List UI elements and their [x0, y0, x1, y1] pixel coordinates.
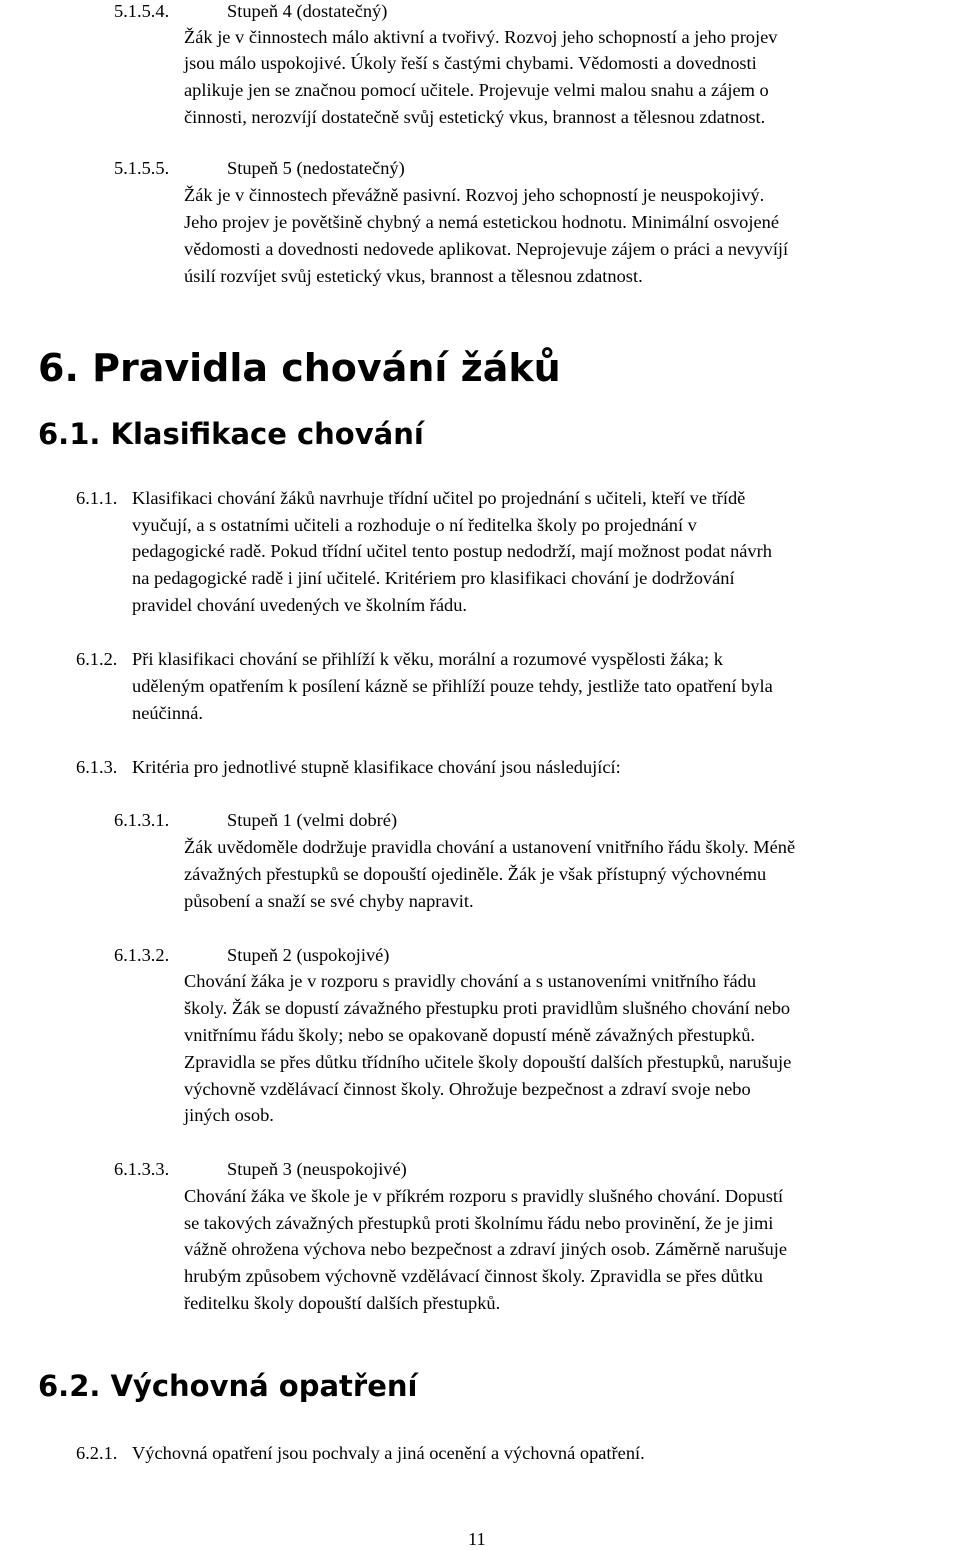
paragraph-line: výchovně vzdělávací činnost školy. Ohrožuje bezpečnost a zdraví svoje nebo [184, 1079, 751, 1099]
section-title: Stupeň 5 (nedostatečný) [227, 158, 405, 178]
paragraph-line: působení a snaží se své chyby napravit. [184, 891, 474, 911]
paragraph-line: jsou málo uspokojivé. Úkoly řeší s častými chybami. Vědomosti a dovednosti [184, 53, 757, 73]
paragraph-line: Jeho projev je povětšině chybný a nemá estetickou hodnotu. Minimální osvojené [184, 212, 780, 232]
section-number: 5.1.5.4. [114, 1, 170, 21]
section-number: 6.1.3.1. [114, 810, 170, 830]
paragraph-line: vážně ohrožena výchova nebo bezpečnost a zdraví jiných osob. Záměrně narušuje [184, 1239, 788, 1259]
paragraph-line: Při klasifikaci chování se přihlíží k věku, morální a rozumové vyspělosti žáka; k [132, 649, 723, 669]
section-number: 6.1.3.3. [114, 1159, 170, 1179]
section-title: Stupeň 1 (velmi dobré) [227, 810, 398, 830]
paragraph-line: hrubým způsobem výchovně vzdělávací činnost školy. Zpravidla se přes důtku [184, 1266, 763, 1286]
paragraph-number: 6.1.2. [76, 649, 118, 669]
section-title: Stupeň 2 (uspokojivé) [227, 945, 390, 965]
paragraph-line: jiných osob. [184, 1105, 274, 1125]
paragraph-number: 6.1.3. [76, 757, 118, 777]
section-title: Stupeň 4 (dostatečný) [227, 1, 388, 21]
paragraph-line: Výchovná opatření jsou pochvaly a jiná ocenění a výchovná opatření. [132, 1443, 645, 1463]
chapter-heading: 6. Pravidla chování žáků [38, 346, 561, 390]
section-number: 6.1.3.2. [114, 945, 170, 965]
section-heading: 6.2. Výchovná opatření [38, 1369, 418, 1403]
paragraph-line: závažných přestupků se dopouští ojediněle. Žák je však přístupný výchovnému [184, 864, 767, 884]
paragraph-line: činnosti, nerozvíjí dostatečně svůj estetický vkus, brannost a tělesnou zdatnost. [184, 107, 766, 127]
paragraph-line: na pedagogické radě i jiní učitelé. Kritériem pro klasifikaci chování je dodržování [132, 568, 735, 588]
section-number: 5.1.5.5. [114, 158, 170, 178]
paragraph-line: úsilí rozvíjet svůj estetický vkus, brannost a tělesnou zdatnost. [184, 266, 643, 286]
section-heading: 6.1. Klasifikace chování [38, 417, 424, 451]
paragraph-line: vědomosti a dovednosti nedovede aplikovat. Neprojevuje zájem o práci a nevyvíjí [184, 239, 789, 259]
paragraph-line: uděleným opatřením k posílení kázně se přihlíží pouze tehdy, jestliže tato opatření byla [132, 676, 773, 696]
paragraph-line: Zpravidla se přes důtku třídního učitele školy dopouští dalších přestupků, narušuje [184, 1052, 792, 1072]
paragraph-line: Kritéria pro jednotlivé stupně klasifikace chování jsou následující: [132, 757, 621, 777]
paragraph-line: Chování žáka ve škole je v příkrém rozporu s pravidly slušného chování. Dopustí [184, 1186, 784, 1206]
paragraph-line: pedagogické radě. Pokud třídní učitel tento postup nedodrží, mají možnost podat návrh [132, 541, 772, 561]
page-number: 11 [468, 1529, 486, 1549]
paragraph-line: Chování žáka je v rozporu s pravidly chování a s ustanoveními vnitřního řádu [184, 971, 757, 991]
paragraph-line: Žák uvědoměle dodržuje pravidla chování a ustanovení vnitřního řádu školy. Méně [184, 837, 796, 857]
paragraph-number: 6.2.1. [76, 1443, 118, 1463]
paragraph-line: se takových závažných přestupků proti školnímu řádu nebo provinění, že je jimi [184, 1213, 774, 1233]
section-title: Stupeň 3 (neuspokojivé) [227, 1159, 407, 1179]
paragraph-number: 6.1.1. [76, 488, 118, 508]
paragraph-line: ředitelku školy dopouští dalších přestupků. [184, 1293, 501, 1313]
paragraph-line: pravidel chování uvedených ve školním řádu. [132, 595, 468, 615]
paragraph-line: aplikuje jen se značnou pomocí učitele. Projevuje velmi malou snahu a zájem o [184, 80, 769, 100]
paragraph-line: vnitřnímu řádu školy; nebo se opakovaně dopustí méně závažných přestupků. [184, 1025, 755, 1045]
paragraph-line: školy. Žák se dopustí závažného přestupku proti pravidlům slušného chování nebo [184, 998, 791, 1018]
paragraph-line: Žák je v činnostech převážně pasivní. Rozvoj jeho schopností je neuspokojivý. [184, 185, 765, 205]
paragraph-line: Klasifikaci chování žáků navrhuje třídní učitel po projednání s učiteli, kteří ve třídě [132, 488, 746, 508]
paragraph-line: vyučují, a s ostatními učiteli a rozhoduje o ní ředitelka školy po projednání v [132, 515, 697, 535]
paragraph-line: neúčinná. [132, 703, 203, 723]
paragraph-line: Žák je v činnostech málo aktivní a tvořivý. Rozvoj jeho schopností a jeho projev [184, 27, 778, 47]
